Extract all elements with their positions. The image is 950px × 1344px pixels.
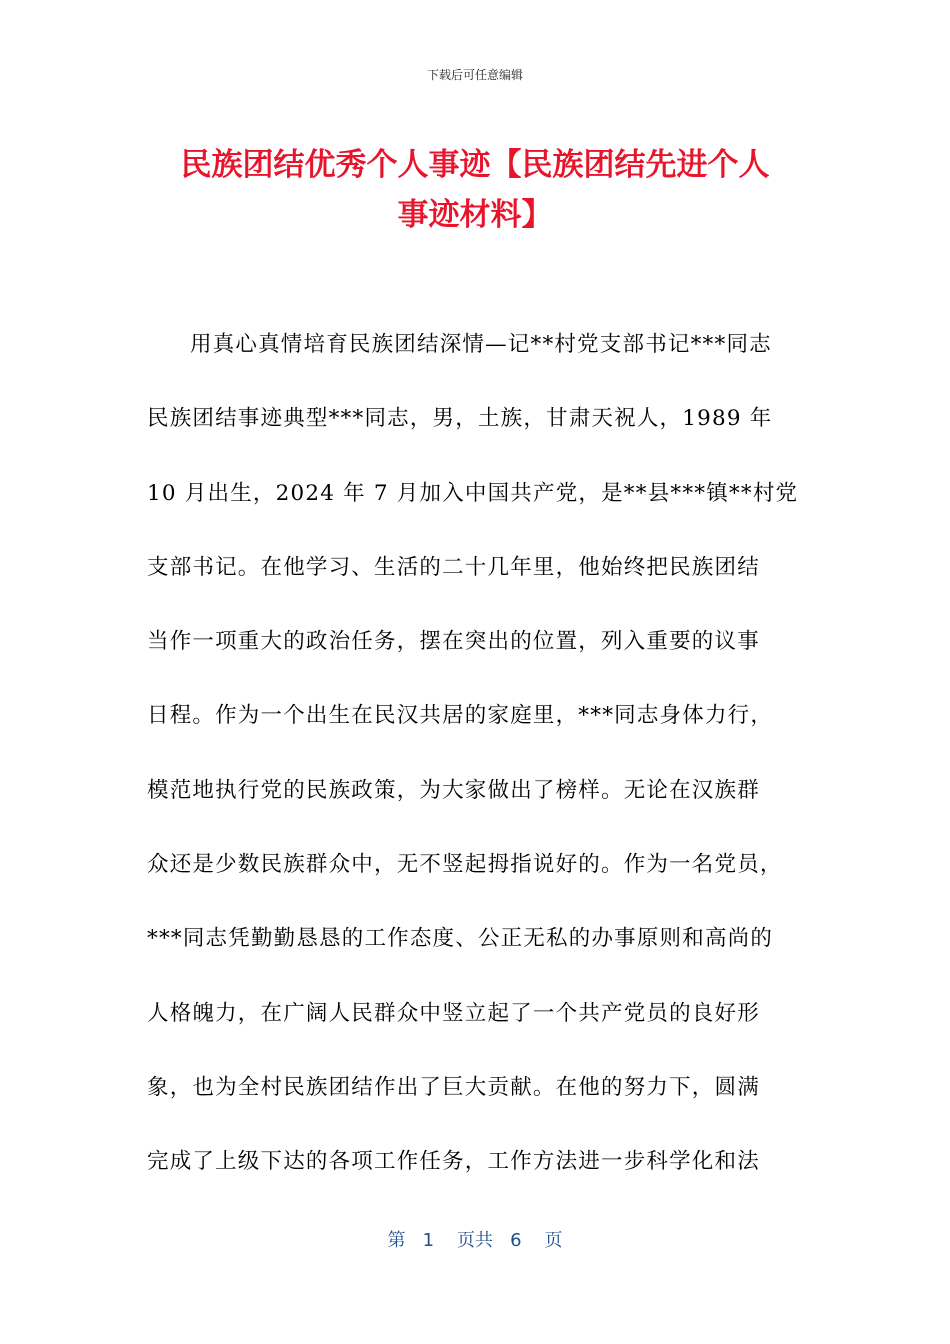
body-line: 10 月出生，2024 年 7 月加入中国共产党，是**县***镇**村党 xyxy=(147,480,799,506)
body-line: ***同志凭勤勤恳恳的工作态度、公正无私的办事原则和高尚的 xyxy=(147,926,774,952)
body-line: 当作一项重大的政治任务，摆在突出的位置，列入重要的议事 xyxy=(147,629,760,655)
body-line: 象，也为全村民族团结作出了巨大贡献。在他的努力下，圆满 xyxy=(147,1074,760,1100)
page-footer xyxy=(0,1226,950,1252)
page-mid: 页共 xyxy=(457,1230,493,1251)
body-line: 用真心真情培育民族团结深情—记**村党支部书记***同志 xyxy=(190,332,772,357)
body-line: 人格魄力，在广阔人民群众中竖立起了一个共产党员的良好形 xyxy=(147,1000,760,1026)
body-paragraph xyxy=(147,322,807,1214)
title-line-1: 民族团结优秀个人事迹【民族团结先进个人 xyxy=(180,147,770,183)
body-line: 民族团结事迹典型***同志，男，土族，甘肃天祝人，1989 年 xyxy=(147,406,773,432)
page-prefix: 第 xyxy=(387,1230,406,1251)
document-title xyxy=(130,140,820,240)
body-line: 众还是少数民族群众中，无不竖起拇指说好的。作为一名党员， xyxy=(147,852,783,878)
body-line: 支部书记。在他学习、生活的二十几年里，他始终把民族团结 xyxy=(147,554,760,580)
title-line-2: 事迹材料】 xyxy=(397,197,553,233)
body-line: 日程。作为一个出生在民汉共居的家庭里，***同志身体力行， xyxy=(147,703,774,729)
body-line: 模范地执行党的民族政策，为大家做出了榜样。无论在汉族群 xyxy=(147,777,760,803)
total-pages-number: 6 xyxy=(510,1230,522,1251)
body-line: 完成了上级下达的各项工作任务，工作方法进一步科学化和法 xyxy=(147,1149,760,1175)
page-suffix: 页 xyxy=(544,1230,563,1251)
current-page-number: 1 xyxy=(422,1230,435,1251)
header-note: 下载后可任意编辑 xyxy=(426,68,523,82)
